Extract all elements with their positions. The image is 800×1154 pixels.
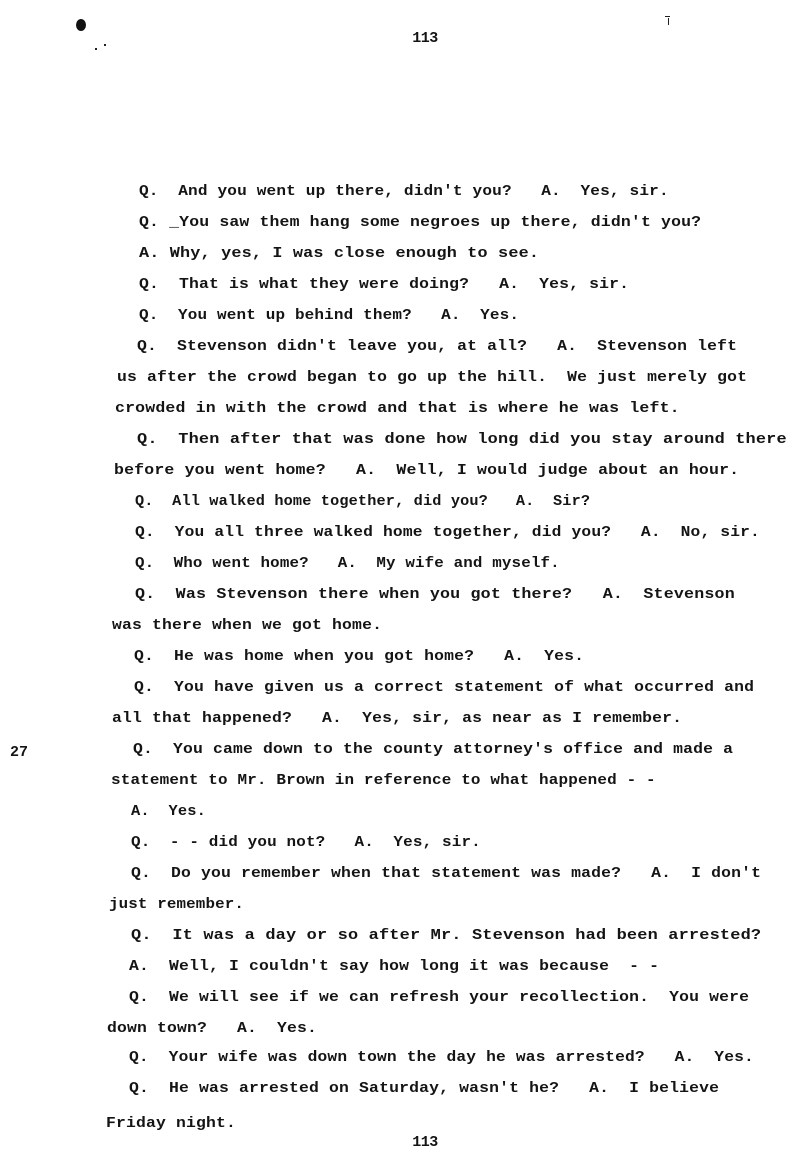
transcript-line: Q. Your wife was down town the day he was arrested? A. Yes. xyxy=(129,1049,754,1066)
transcript-line: Q. Stevenson didn't leave you, at all? A. Stevenson left xyxy=(137,338,738,355)
transcript-line: Q. Was Stevenson there when you got there? A. Stevenson xyxy=(135,586,735,603)
transcript-line: Q. Do you remember when that statement was made? A. I don't xyxy=(131,865,762,882)
transcript-line: before you went home? A. Well, I would judge about an hour. xyxy=(114,462,740,479)
scan-speck xyxy=(95,48,97,50)
transcript-line: Q. That is what they were doing? A. Yes, sir. xyxy=(139,276,630,293)
transcript-line: Friday night. xyxy=(106,1115,237,1132)
transcript-line: us after the crowd began to go up the hill. We just merely got xyxy=(117,369,748,386)
transcript-line: just remember. xyxy=(109,896,245,913)
transcript-line: Q. It was a day or so after Mr. Stevenson had been arrested? xyxy=(131,927,762,944)
transcript-line: Q. - - did you not? A. Yes, sir. xyxy=(131,834,481,851)
transcript-line: Q. Then after that was done how long did you stay around there xyxy=(137,431,787,448)
page-number-top: 113 xyxy=(412,30,438,47)
transcript-line: Q. All walked home together, did you? A. Sir? xyxy=(135,493,591,510)
scan-speck xyxy=(665,16,670,17)
transcript-line: A. Well, I couldn't say how long it was because - - xyxy=(129,958,660,975)
transcript-line: Q. We will see if we can refresh your recollection. You were xyxy=(129,989,750,1006)
transcript-line: Q. You all three walked home together, did you? A. No, sir. xyxy=(135,524,760,541)
margin-note: 27 xyxy=(10,744,29,761)
transcript-line: Q. He was home when you got home? A. Yes. xyxy=(134,648,585,665)
transcript-line: all that happened? A. Yes, sir, as near as I remember. xyxy=(112,710,683,727)
transcript-line: was there when we got home. xyxy=(112,617,383,634)
transcript-line: crowded in with the crowd and that is where he was left. xyxy=(115,400,680,417)
transcript-line: Q. He was arrested on Saturday, wasn't he? A. I believe xyxy=(129,1080,720,1097)
transcript-line: Q. And you went up there, didn't you? A. Yes, sir. xyxy=(139,183,669,200)
transcript-line: Q. You went up behind them? A. Yes. xyxy=(139,307,520,324)
transcript-line: Q. You came down to the county attorney's office and made a xyxy=(133,741,734,758)
transcript-line: statement to Mr. Brown in reference to what happened - - xyxy=(111,772,656,789)
transcript-line: A. Why, yes, I was close enough to see. xyxy=(139,245,540,262)
transcript-line: Q. Who went home? A. My wife and myself. xyxy=(135,555,560,572)
transcript-line: down town? A. Yes. xyxy=(107,1020,318,1037)
transcript-line: Q. _You saw them hang some negroes up there, didn't you? xyxy=(139,214,702,231)
transcript-line: A. Yes. xyxy=(131,803,206,820)
page-number-bottom: 113 xyxy=(412,1134,438,1151)
transcript-line: Q. You have given us a correct statement of what occurred and xyxy=(134,679,755,696)
scan-speck xyxy=(668,18,669,25)
